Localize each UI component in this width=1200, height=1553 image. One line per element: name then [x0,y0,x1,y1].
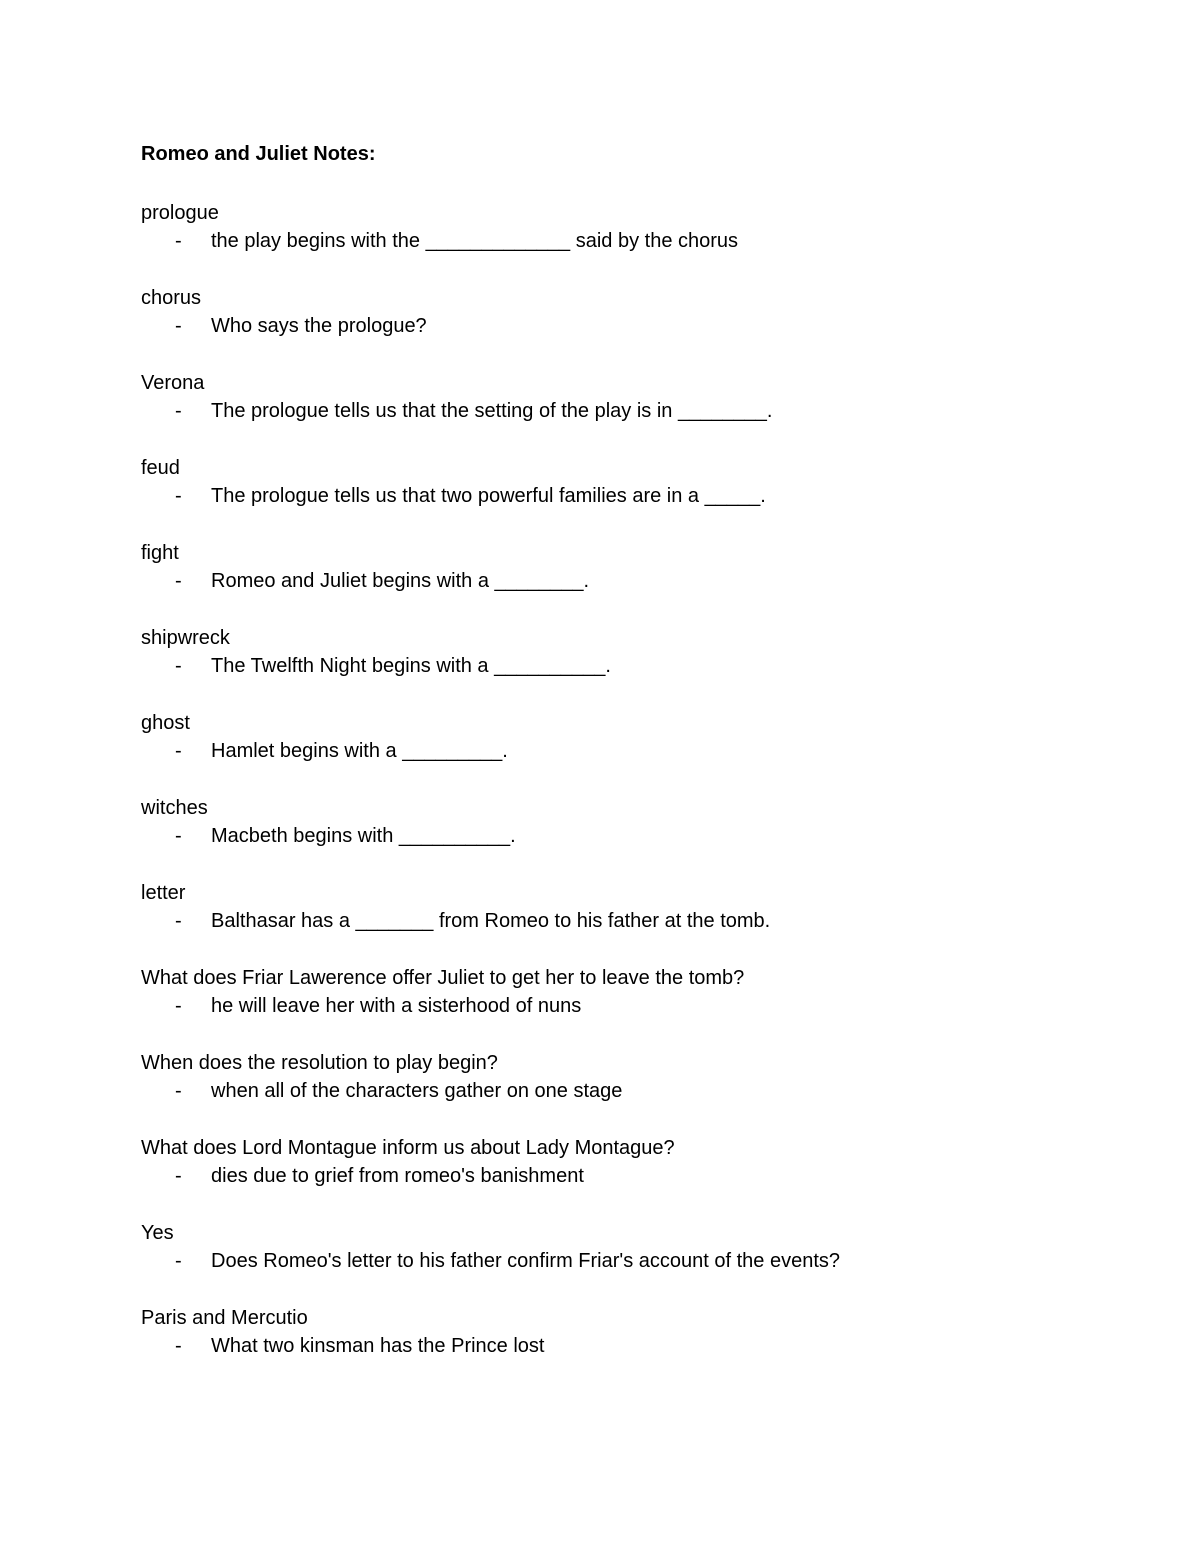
bullet-dash: - [175,1165,182,1187]
note-bullet [141,652,1101,680]
note-bullet [141,907,1101,935]
note-entry-kinsmen [141,1304,1101,1360]
note-term: Yes [141,1222,174,1244]
bullet-dash: - [175,1250,182,1272]
note-entry-feud [141,454,1101,510]
note-term: chorus [141,287,202,309]
note-detail: Who says the prologue? [211,315,427,337]
note-answer: when all of the characters gather on one stage [211,1080,623,1102]
note-entry-ghost [141,709,1101,765]
note-term: Verona [141,372,205,394]
note-question: When does the resolution to play begin? [141,1052,498,1074]
note-answer: he will leave her with a sisterhood of nuns [211,995,582,1017]
note-term: letter [141,882,186,904]
note-bullet [141,822,1101,850]
document-title: Romeo and Juliet Notes: [141,143,376,165]
note-bullet [141,312,1101,340]
note-bullet [141,397,1101,425]
bullet-dash: - [175,315,182,337]
note-detail: What two kinsman has the Prince lost [211,1335,545,1357]
note-question: What does Friar Lawerence offer Juliet to get her to leave the tomb? [141,967,745,989]
bullet-dash: - [175,400,182,422]
note-entry-verona [141,369,1101,425]
note-entry-witches [141,794,1101,850]
bullet-dash: - [175,910,182,932]
note-bullet [141,737,1101,765]
note-bullet [141,567,1101,595]
note-detail: The Twelfth Night begins with a __________. [211,655,611,677]
note-detail: Hamlet begins with a _________. [211,740,508,762]
note-bullet [141,1162,1101,1190]
note-term: feud [141,457,180,479]
note-bullet [141,227,1101,255]
note-question: What does Lord Montague inform us about Lady Montague? [141,1137,675,1159]
note-entry-romeo-letter [141,1219,1101,1275]
note-term: prologue [141,202,219,224]
bullet-dash: - [175,1080,182,1102]
note-detail: Romeo and Juliet begins with a ________. [211,570,590,592]
note-term: shipwreck [141,627,230,649]
note-term: ghost [141,712,190,734]
note-bullet [141,1332,1101,1360]
bullet-dash: - [175,230,182,252]
note-entry-shipwreck [141,624,1101,680]
note-term: Paris and Mercutio [141,1307,308,1329]
note-entry-resolution [141,1049,1101,1105]
note-answer: dies due to grief from romeo's banishment [211,1165,584,1187]
bullet-dash: - [175,825,182,847]
note-detail: Does Romeo's letter to his father confirm Friar's account of the events? [211,1250,841,1272]
note-entry-prologue [141,199,1101,255]
note-bullet [141,992,1101,1020]
note-bullet [141,1077,1101,1105]
note-detail: The prologue tells us that the setting of the play is in ________. [211,400,773,422]
bullet-dash: - [175,570,182,592]
bullet-dash: - [175,740,182,762]
bullet-dash: - [175,485,182,507]
note-entry-fight [141,539,1101,595]
note-entry-lady-montague [141,1134,1101,1190]
bullet-dash: - [175,655,182,677]
note-detail: Macbeth begins with __________. [211,825,516,847]
note-entry-chorus [141,284,1101,340]
note-term: fight [141,542,179,564]
note-bullet [141,1247,1101,1275]
document-page [141,141,1101,1389]
note-bullet [141,482,1101,510]
note-detail: The prologue tells us that two powerful families are in a _____. [211,485,766,507]
note-detail: Balthasar has a _______ from Romeo to his father at the tomb. [211,910,771,932]
bullet-dash: - [175,1335,182,1357]
note-term: witches [141,797,208,819]
note-detail: the play begins with the _____________ said by the chorus [211,230,739,252]
note-entry-friar-offer [141,964,1101,1020]
note-entry-letter [141,879,1101,935]
bullet-dash: - [175,995,182,1017]
